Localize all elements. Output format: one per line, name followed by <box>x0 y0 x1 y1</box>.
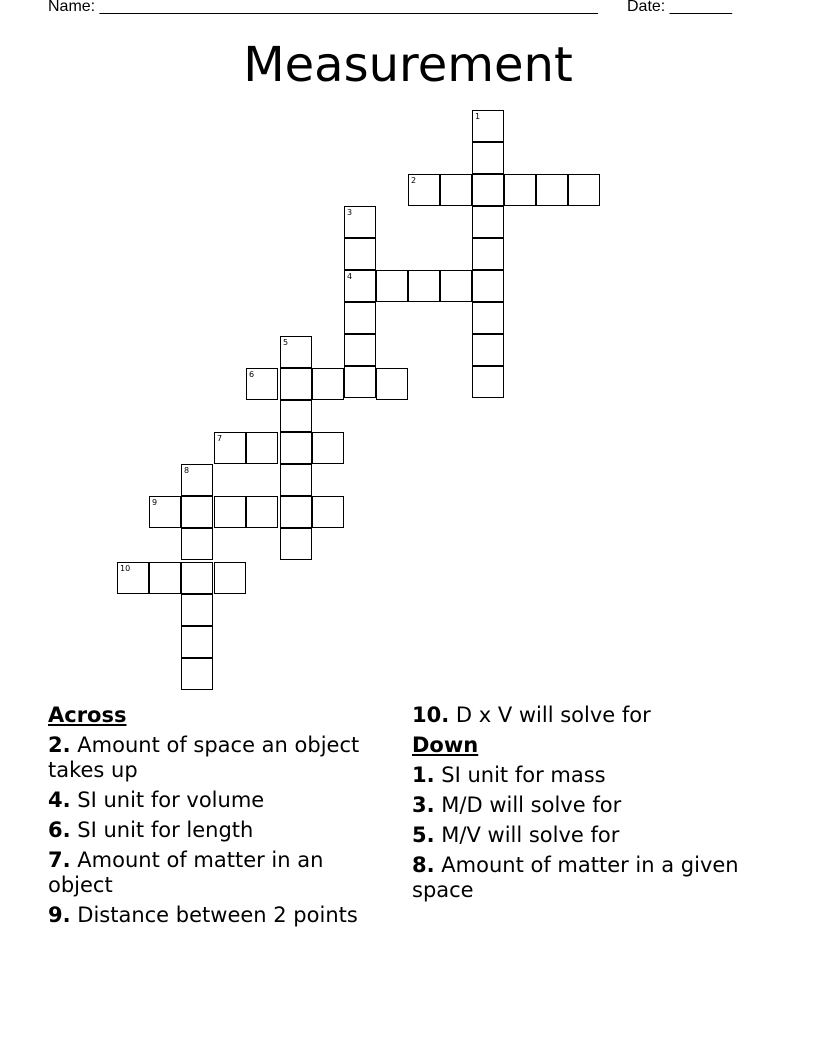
grid-cell[interactable] <box>246 432 278 464</box>
grid-cell[interactable] <box>214 562 246 594</box>
clue-text: M/D will solve for <box>441 793 622 817</box>
grid-cell[interactable] <box>149 496 181 528</box>
cell-number: 8 <box>184 466 190 475</box>
cell-number: 5 <box>283 338 289 347</box>
grid-cell[interactable] <box>536 174 568 206</box>
grid-cell[interactable] <box>472 206 504 238</box>
clue-number: 5. <box>412 823 435 847</box>
grid-cell[interactable] <box>280 432 312 464</box>
grid-cell[interactable] <box>181 658 213 690</box>
grid-cell[interactable] <box>408 270 440 302</box>
cell-number: 4 <box>347 272 353 281</box>
grid-cell[interactable] <box>440 174 472 206</box>
clue-across-2 <box>48 733 368 783</box>
grid-cell[interactable] <box>344 302 376 334</box>
grid-cell[interactable] <box>440 270 472 302</box>
clue-number: 4. <box>48 788 71 812</box>
grid-cell[interactable] <box>568 174 600 206</box>
grid-cell[interactable] <box>472 238 504 270</box>
grid-cell[interactable] <box>312 496 344 528</box>
grid-cell[interactable] <box>408 174 440 206</box>
grid-cell[interactable] <box>376 368 408 400</box>
clue-down-5 <box>412 823 742 848</box>
grid-cell[interactable] <box>344 270 376 302</box>
clue-number: 3. <box>412 793 435 817</box>
across-heading: Across <box>48 703 127 727</box>
grid-cell[interactable] <box>472 110 504 142</box>
grid-cell[interactable] <box>312 368 344 400</box>
clue-number: 2. <box>48 733 71 757</box>
down-heading: Down <box>412 733 479 757</box>
grid-cell[interactable] <box>214 496 246 528</box>
page-title: Measurement <box>243 37 573 93</box>
cell-number: 1 <box>475 112 481 121</box>
clue-down-1 <box>412 763 742 788</box>
clue-across-7 <box>48 848 368 898</box>
clue-down-8 <box>412 853 742 903</box>
grid-cell[interactable] <box>280 528 312 560</box>
grid-cell[interactable] <box>246 368 278 400</box>
clue-text: D x V will solve for <box>455 703 651 727</box>
clue-text: SI unit for volume <box>77 788 265 812</box>
clue-across-10 <box>412 703 742 728</box>
clue-text: Distance between 2 points <box>77 903 358 927</box>
grid-cell[interactable] <box>280 368 312 400</box>
clue-down-3 <box>412 793 742 818</box>
cell-number: 10 <box>120 564 131 573</box>
grid-cell[interactable] <box>472 142 504 174</box>
clue-text: SI unit for length <box>77 818 254 842</box>
cell-number: 3 <box>347 208 353 217</box>
grid-cell[interactable] <box>280 464 312 496</box>
grid-cell[interactable] <box>181 528 213 560</box>
grid-cell[interactable] <box>181 464 213 496</box>
grid-cell[interactable] <box>214 432 246 464</box>
date-field-label: Date: _______ <box>627 0 732 15</box>
grid-cell[interactable] <box>312 432 344 464</box>
cell-number: 2 <box>411 176 417 185</box>
clue-across-9 <box>48 903 368 928</box>
clue-number: 10. <box>412 703 450 727</box>
grid-cell[interactable] <box>280 336 312 368</box>
clue-text: Amount of matter in an object <box>48 848 324 897</box>
cell-number: 7 <box>217 434 223 443</box>
grid-cell[interactable] <box>472 270 504 302</box>
grid-cell[interactable] <box>246 496 278 528</box>
down-clues <box>412 703 742 908</box>
clue-across-6 <box>48 818 368 843</box>
clue-number: 1. <box>412 763 435 787</box>
grid-cell[interactable] <box>504 174 536 206</box>
name-field-label: Name: ________________________________________________________ <box>48 0 598 15</box>
clue-text: M/V will solve for <box>441 823 620 847</box>
grid-cell[interactable] <box>376 270 408 302</box>
cell-number: 9 <box>152 498 158 507</box>
clue-text: Amount of matter in a given space <box>412 853 739 902</box>
clue-number: 6. <box>48 818 71 842</box>
cell-number: 6 <box>249 370 255 379</box>
clue-text: SI unit for mass <box>441 763 606 787</box>
grid-cell[interactable] <box>344 366 376 398</box>
clue-across-4 <box>48 788 368 813</box>
grid-cell[interactable] <box>344 238 376 270</box>
grid-cell[interactable] <box>181 594 213 626</box>
grid-cell[interactable] <box>117 562 149 594</box>
clue-text: Amount of space an object takes up <box>48 733 360 782</box>
grid-cell[interactable] <box>344 334 376 366</box>
grid-cell[interactable] <box>472 366 504 398</box>
clue-number: 9. <box>48 903 71 927</box>
grid-cell[interactable] <box>280 496 312 528</box>
grid-cell[interactable] <box>280 400 312 432</box>
grid-cell[interactable] <box>181 562 213 594</box>
across-clues <box>48 703 368 933</box>
grid-cell[interactable] <box>472 174 504 206</box>
grid-cell[interactable] <box>181 626 213 658</box>
grid-cell[interactable] <box>149 562 181 594</box>
grid-cell[interactable] <box>472 334 504 366</box>
clue-number: 8. <box>412 853 435 877</box>
grid-cell[interactable] <box>344 206 376 238</box>
grid-cell[interactable] <box>181 496 213 528</box>
clue-number: 7. <box>48 848 71 872</box>
grid-cell[interactable] <box>472 302 504 334</box>
